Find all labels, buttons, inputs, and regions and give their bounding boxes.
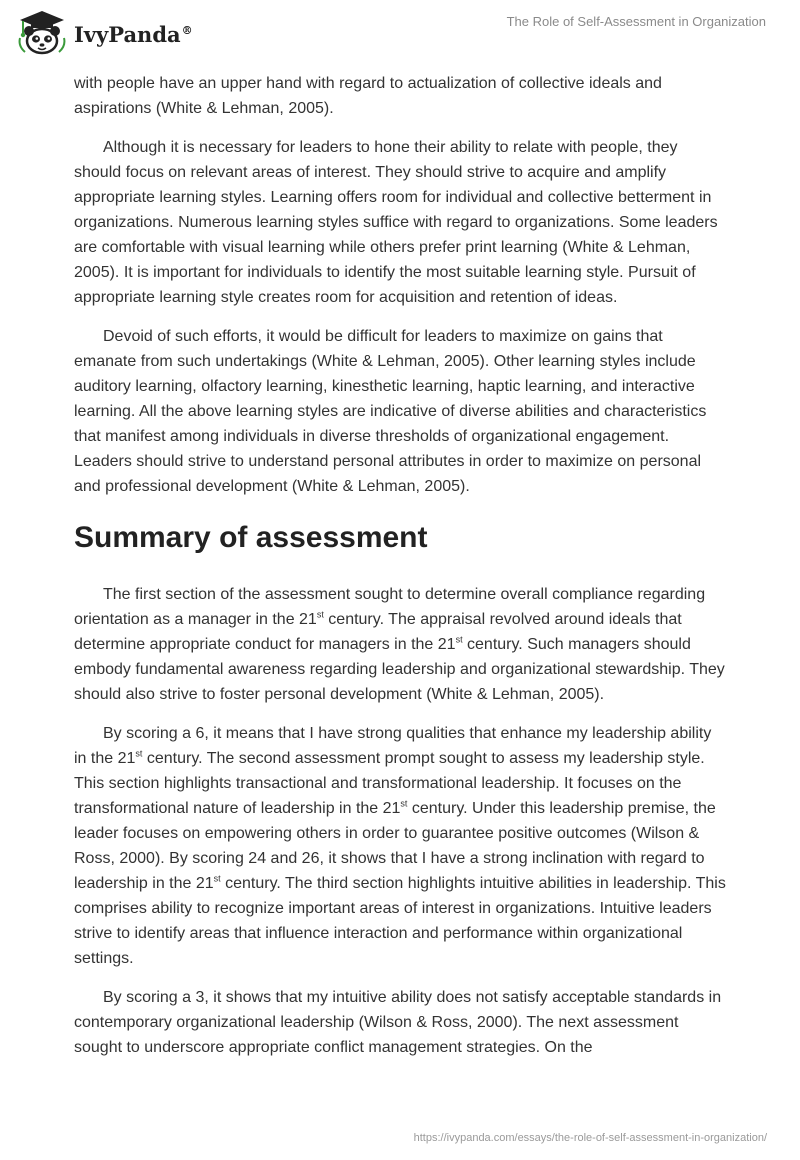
ordinal-suffix: st bbox=[400, 798, 408, 809]
registered-mark: ® bbox=[181, 23, 193, 37]
paragraph-continued: with people have an upper hand with regard to actualization of collective ideals and aspirations (White & Lehman, 2005). bbox=[74, 75, 662, 117]
paragraph: Although it is necessary for leaders to hone their ability to relate with people, they should focus on relevant areas of interest. They should strive to acquire and amplify appropriate learning styles. Learning offers room for individual and collective betterment in organizations. Numerous learning styles suffice with regard to organizations. Some leaders are comfortable with visual learning while others prefer print learning (White & Lehman, 2005). It is important for individuals to identify the most suitable learning style. Pursuit of appropriate learning style creates room for acquisition and retention of ideas. bbox=[74, 139, 718, 306]
ivypanda-logo[interactable] bbox=[14, 8, 193, 56]
text-run: By scoring a 6, it means that I have strong qualities that enhance my leadership ability in the 21 bbox=[74, 725, 712, 767]
page-header bbox=[0, 0, 800, 70]
paragraph bbox=[74, 721, 728, 971]
text-run: century. The third section highlights intuitive abilities in leadership. This comprises ability to recognize important areas of interest in organizations. Intuitive leaders strive to identify areas that influence interaction and performance within organizational settings. bbox=[74, 875, 726, 967]
paragraph bbox=[74, 582, 728, 707]
document-title: The Role of Self-Assessment in Organization bbox=[506, 14, 766, 29]
panda-graduate-icon bbox=[14, 8, 66, 56]
brand-name bbox=[74, 22, 193, 47]
section-heading: Summary of assessment bbox=[74, 521, 428, 554]
text-run: The first section of the assessment sought to determine overall compliance regarding orientation as a manager in the 21 bbox=[74, 586, 706, 628]
text-run: century. Such managers should embody fundamental awareness regarding leadership and organizational stewardship. They should also strive to foster personal development (White & Lehman, 2005). bbox=[74, 636, 725, 703]
paragraph: Devoid of such efforts, it would be difficult for leaders to maximize on gains that emanate from such undertakings (White & Lehman, 2005). Other learning styles include auditory learning, olfactory learning, kinesthetic learning, haptic learning, and interactive learning. All the above learning styles are indicative of diverse abilities and characteristics that manifest among individuals in diverse thresholds of organizational engagement. Leaders should strive to understand personal attributes in order to maximize on personal and professional development (White & Lehman, 2005). bbox=[74, 328, 707, 495]
text-run: century. The second assessment prompt sought to assess my leadership style. This section highlights transactional and transformational leadership. It focuses on the transformational nature of leadership in the 21 bbox=[74, 750, 705, 817]
source-url[interactable]: https://ivypanda.com/essays/the-role-of-self-assessment-in-organization/ bbox=[413, 1132, 767, 1144]
essay-body bbox=[74, 71, 728, 1074]
ordinal-suffix: st bbox=[455, 634, 463, 645]
ordinal-suffix: st bbox=[135, 748, 143, 759]
ordinal-suffix: st bbox=[213, 873, 221, 884]
ordinal-suffix: st bbox=[316, 609, 324, 620]
text-run: century. Under this leadership premise, the leader focuses on empowering others in order to guarantee positive outcomes (Wilson & Ross, 2000). By scoring 24 and 26, it shows that I have a strong inclination with regard to leadership in the 21 bbox=[74, 800, 716, 892]
text-run: century. The appraisal revolved around ideals that determine appropriate conduct for managers in the 21 bbox=[74, 611, 682, 653]
brand-name-text: IvyPanda bbox=[74, 21, 181, 47]
paragraph: By scoring a 3, it shows that my intuitive ability does not satisfy acceptable standards in contemporary organizational leadership (Wilson & Ross, 2000). The next assessment sought to underscore appropriate conflict management strategies. On the bbox=[74, 989, 722, 1056]
